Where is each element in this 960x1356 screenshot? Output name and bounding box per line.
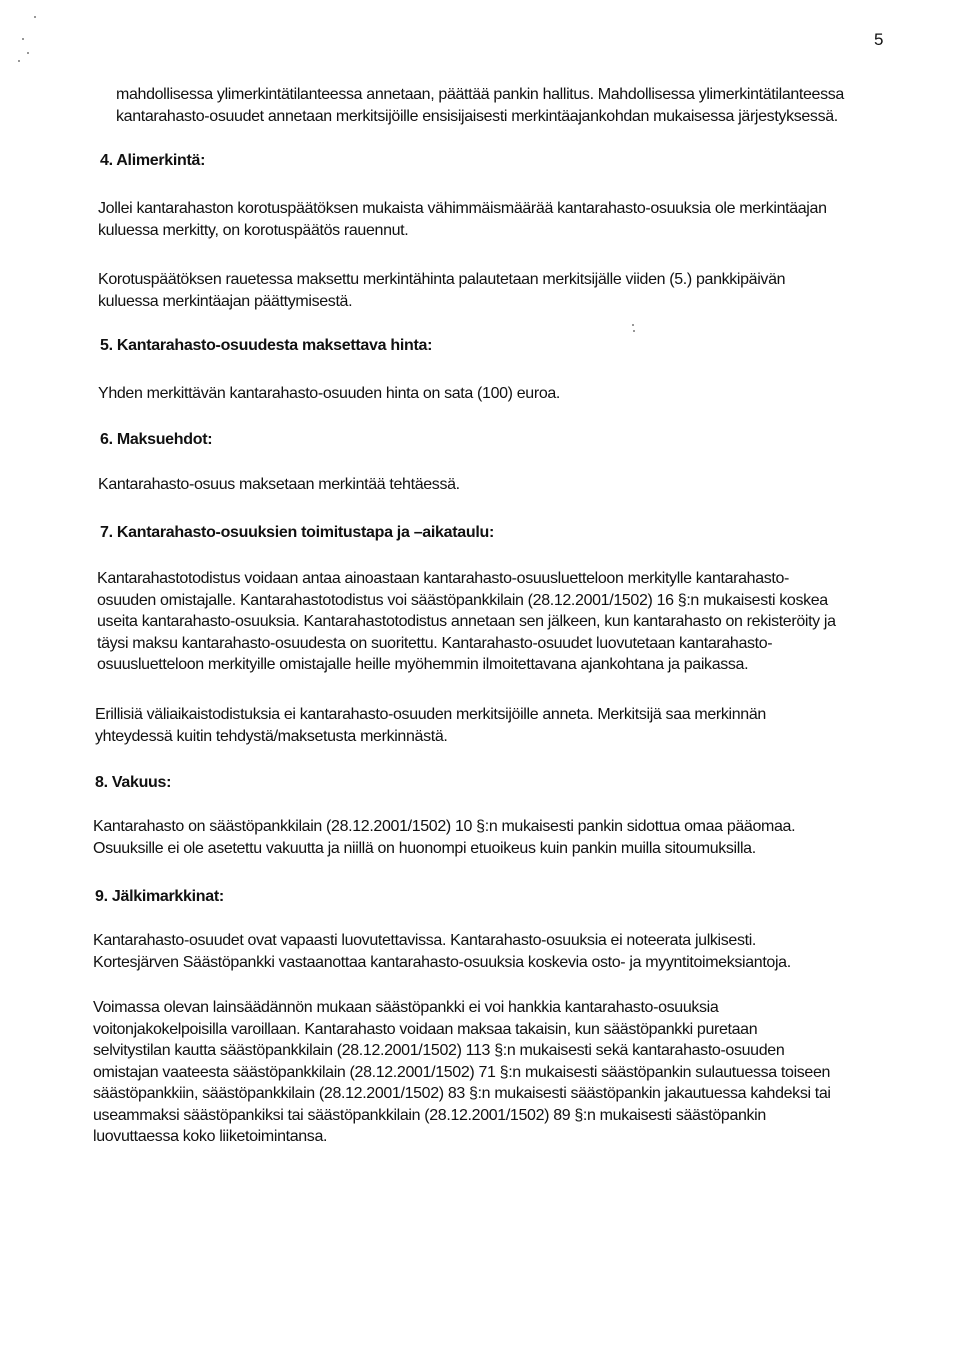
paragraph-oversubscription <box>116 84 844 127</box>
text-line: osuusluetteloon merkityille omistajalle heille myöhemmin ilmoitettavana ajankohtana ja paikassa. <box>97 656 749 673</box>
scan-speck <box>22 38 24 40</box>
section-heading-8: 8. Vakuus: <box>95 774 172 791</box>
text-line: kuluessa merkintäajan päättymisestä. <box>98 292 353 310</box>
text-line: Korotuspäätöksen rauetessa maksettu merkintähinta palautetaan merkitsijälle viiden (5.) pankkipäivän <box>98 271 786 288</box>
paragraph-repurchase <box>93 997 831 1148</box>
section-heading-6: 6. Maksuehdot: <box>100 431 213 448</box>
text-line: Kantarahastotodistus voidaan antaa ainoastaan kantarahasto-osuusluetteloon merkitylle kantarahasto- <box>97 570 790 587</box>
text-line: Yhden merkittävän kantarahasto-osuuden hinta on sata (100) euroa. <box>98 385 561 402</box>
paragraph-payment <box>98 474 460 496</box>
text-line: useita kantarahasto-osuuksia. Kantarahastotodistus annetaan sen jälkeen, kun kantarahasto on rekisteröity ja <box>97 613 836 630</box>
scan-speck <box>633 330 635 332</box>
paragraph-undersubscription <box>98 198 827 241</box>
text-line: Osuuksille ei ole asetettu vakuutta ja niillä on huonompi etuoikeus kuin pankin muilla sitoumuksilla. <box>93 839 756 857</box>
text-line: osuuden omistajalle. Kantarahastotodistus voi säästöpankkilain (28.12.2001/1502) 16 §:n mukaisesti koskea <box>97 591 828 609</box>
scan-speck <box>34 16 36 18</box>
scan-speck <box>632 324 634 326</box>
paragraph-secondary-market <box>93 930 791 973</box>
text-line: yhteydessä kuitin tehdystä/maksetusta merkinnästä. <box>95 727 448 745</box>
scan-speck <box>18 60 20 62</box>
scan-speck <box>27 52 29 54</box>
text-line: Erillisiä väliaikaistodistuksia ei kantarahasto-osuuden merkitsijöille anneta. Merkitsijä saa merkinnän <box>95 706 766 723</box>
text-line: Kantarahasto-osuus maksetaan merkintää tehtäessä. <box>98 476 460 493</box>
text-line: täysi maksu kantarahasto-osuudesta on suoritettu. Kantarahasto-osuudet luovutetaan kantarahasto- <box>97 634 773 652</box>
text-line: kantarahasto-osuudet annetaan merkitsijöille ensisijaisesti merkintäajankohdan mukaisessa järjestyksessä. <box>116 107 838 125</box>
text-line: kuluessa merkitty, on korotuspäätös rauennut. <box>98 221 409 239</box>
text-line: Voimassa olevan lainsäädännön mukaan säästöpankki ei voi hankkia kantarahasto-osuuksia <box>93 999 719 1016</box>
text-line: omistajan vaateesta säästöpankkilain (28.12.2001/1502) 71 §:n mukaisesti säästöpankin sulautuessa toiseen <box>93 1063 831 1081</box>
paragraph-price <box>98 383 560 405</box>
paragraph-interim-certificates <box>95 704 766 747</box>
text-line: Kantarahasto on säästöpankkilain (28.12.2001/1502) 10 §:n mukaisesti pankin sidottua omaa pääomaa. <box>93 818 796 835</box>
section-heading-4: 4. Alimerkintä: <box>100 152 206 169</box>
paragraph-refund <box>98 269 785 312</box>
text-line: Kortesjärven Säästöpankki vastaanottaa kantarahasto-osuuksia koskevia osto- ja myyntitoimeksiantoja. <box>93 953 791 971</box>
text-line: Kantarahasto-osuudet ovat vapaasti luovutettavissa. Kantarahasto-osuuksia ei noteerata julkisesti. <box>93 932 757 949</box>
text-line: mahdollisessa ylimerkintätilanteessa annetaan, päättää pankin hallitus. Mahdollisessa ylimerkintätilanteessa <box>116 86 844 103</box>
section-heading-5: 5. Kantarahasto-osuudesta maksettava hinta: <box>100 337 433 354</box>
text-line: säästöpankkiin, säästöpankkilain (28.12.2001/1502) 83 §:n mukaisesti säästöpankin jakautuessa kahdeksi tai <box>93 1085 831 1102</box>
paragraph-delivery <box>97 568 836 676</box>
section-heading-7: 7. Kantarahasto-osuuksien toimitustapa ja –aikataulu: <box>100 524 494 541</box>
text-line: voitonjakokelpoisilla varoillaan. Kantarahasto voidaan maksaa takaisin, kun säästöpankki puretaan <box>93 1020 758 1038</box>
section-heading-9: 9. Jälkimarkkinat: <box>95 888 224 905</box>
paragraph-security <box>93 816 795 859</box>
text-line: luovuttaessa koko liiketoimintansa. <box>93 1128 328 1145</box>
text-line: useammaksi säästöpankiksi tai säästöpankkilain (28.12.2001/1502) 89 §:n mukaisesti säästöpankin <box>93 1106 766 1124</box>
text-line: selvitystilan kautta säästöpankkilain (28.12.2001/1502) 113 §:n mukaisesti sekä kantarahasto-osuuden <box>93 1042 785 1059</box>
text-line: Jollei kantarahaston korotuspäätöksen mukaista vähimmäismäärää kantarahasto-osuuksia ole merkintäajan <box>98 200 827 217</box>
page-number: 5 <box>874 30 884 49</box>
